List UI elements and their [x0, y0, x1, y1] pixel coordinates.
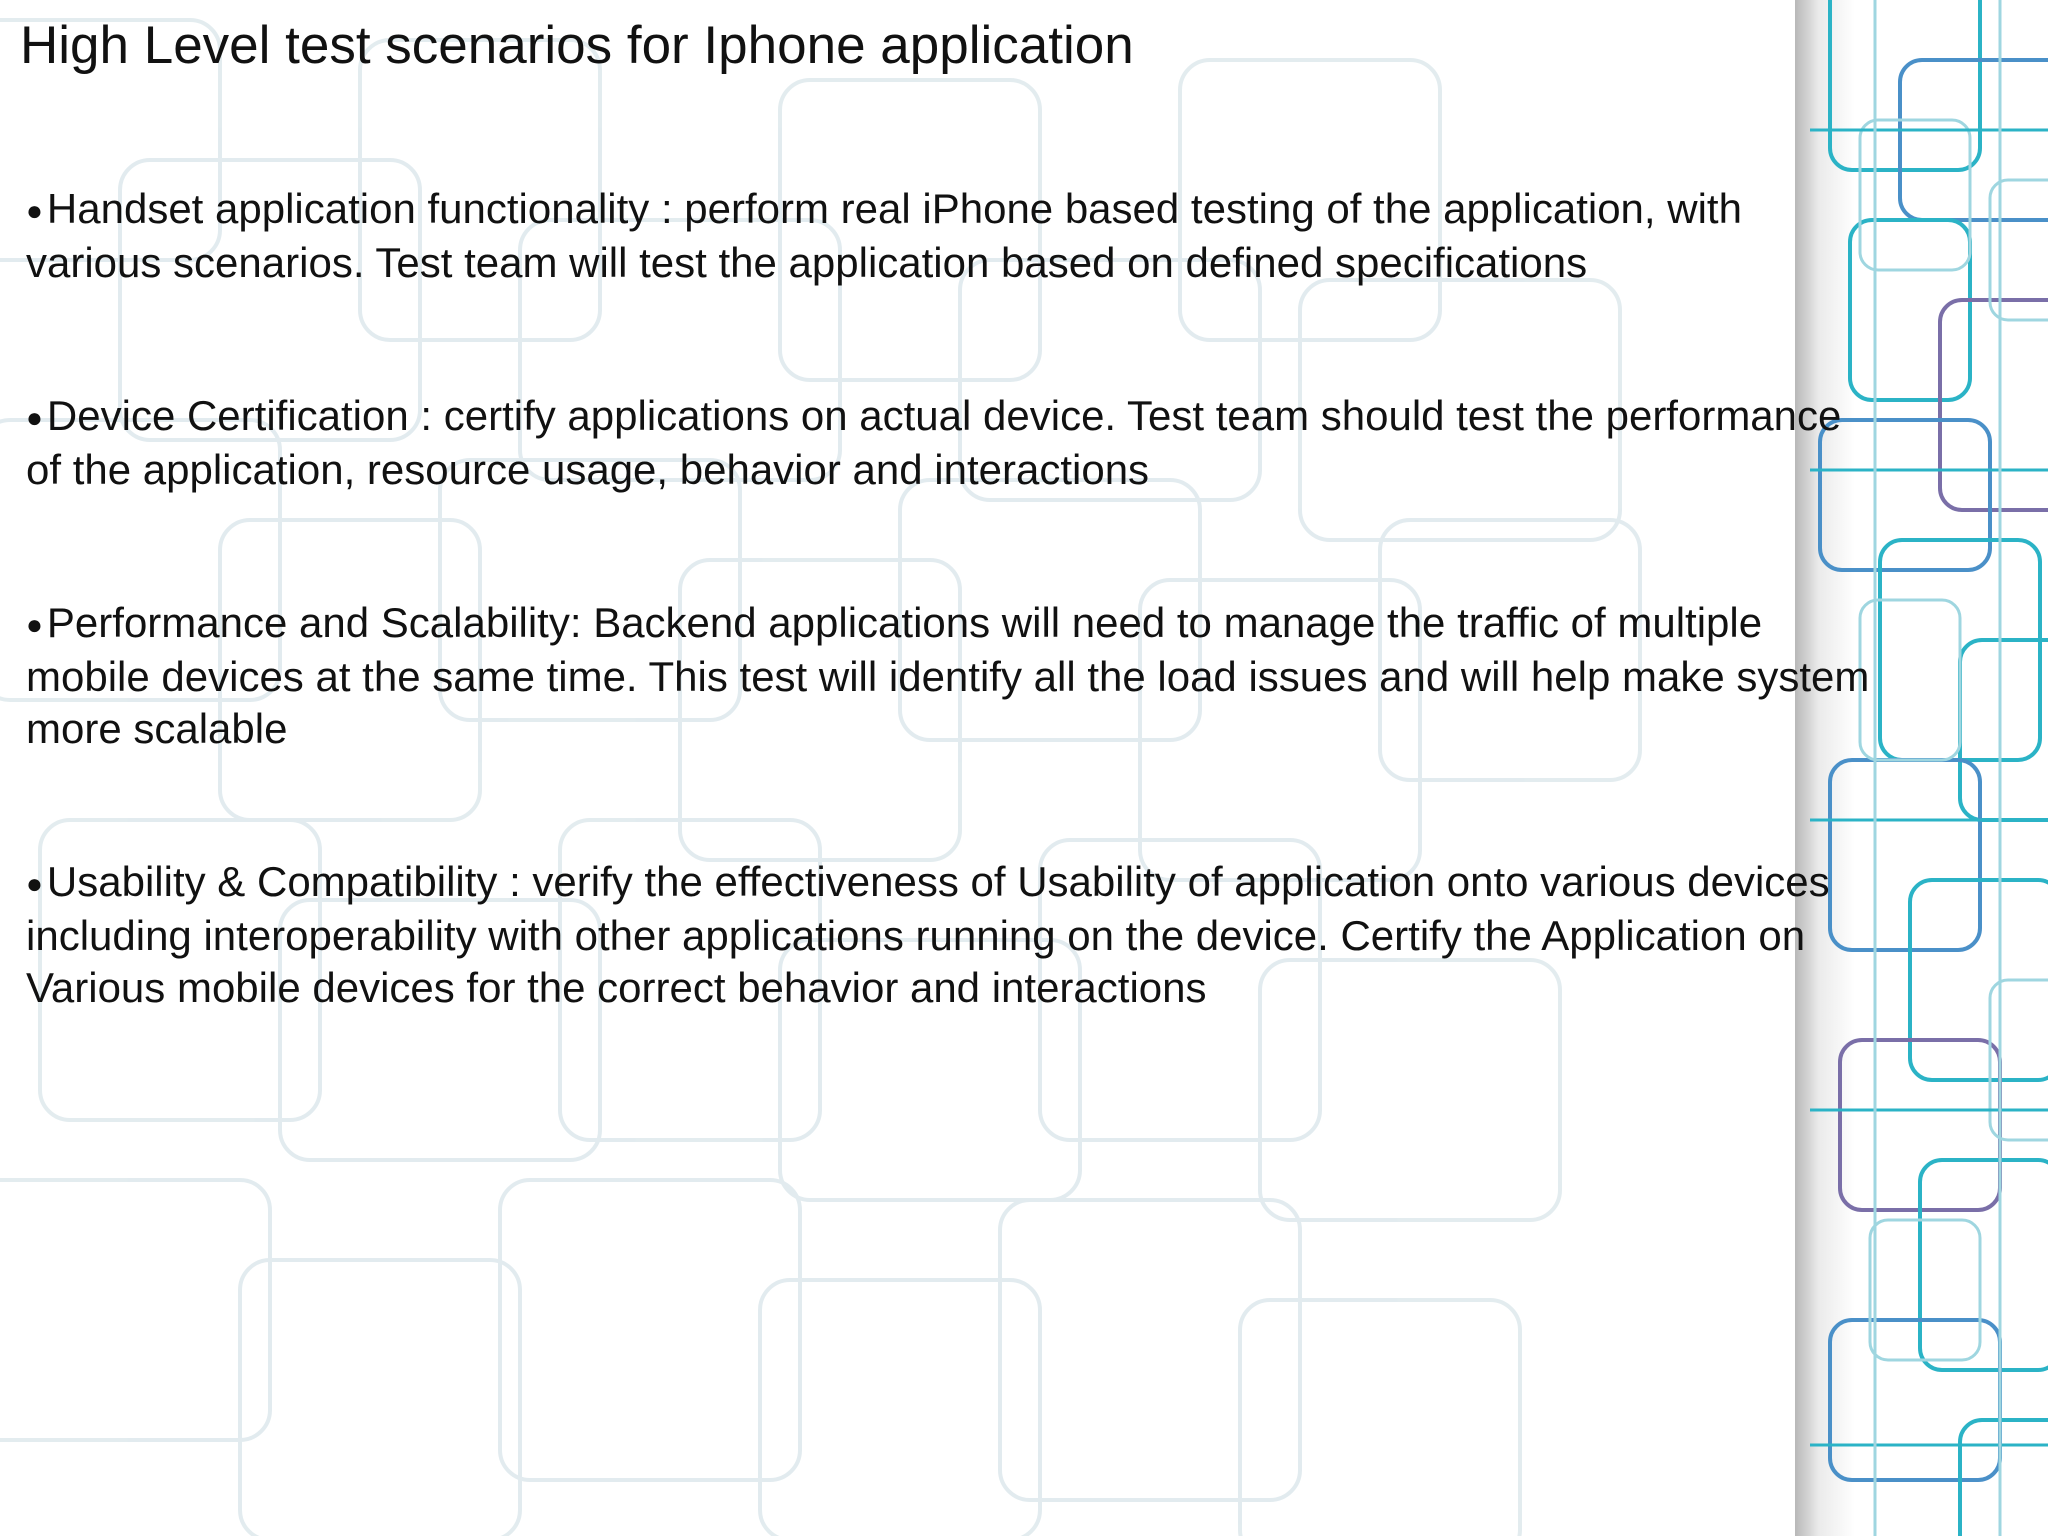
- bullet-performance-scalability: [26, 597, 2048, 755]
- bullet-dot-icon: ●: [26, 402, 43, 433]
- slide-title: High Level test scenarios for Iphone application: [20, 16, 1134, 75]
- bullet-line-2: mobile devices at the same time. This test will identify all the load issues and will help make system: [26, 653, 1870, 700]
- bullet-line-3: more scalable: [26, 705, 288, 752]
- bullet-line-2: various scenarios. Test team will test the application based on defined specifications: [26, 239, 1588, 286]
- bullet-dot-icon: ●: [26, 195, 43, 226]
- bullet-line-1: ●Usability & Compatibility : verify the effectiveness of Usability of application onto various devices: [26, 858, 1830, 905]
- bullet-line-1: ●Device Certification : certify applications on actual device. Test team should test the performance: [26, 392, 1842, 439]
- bullet-handset-functionality: [26, 183, 2048, 289]
- bullet-dot-icon: ●: [26, 609, 43, 640]
- bullet-dot-icon: ●: [26, 868, 43, 899]
- bullet-device-certification: [26, 390, 2048, 496]
- bullet-line-1: ●Handset application functionality : perform real iPhone based testing of the application, with: [26, 185, 1742, 232]
- bullet-line-3: Various mobile devices for the correct behavior and interactions: [26, 964, 1207, 1011]
- bullet-usability-compatibility: [26, 856, 2048, 1014]
- bullet-line-2: including interoperability with other applications running on the device. Certify the Application on: [26, 912, 1806, 959]
- bullet-line-1: ●Performance and Scalability: Backend applications will need to manage the traffic of multiple: [26, 599, 1763, 646]
- bullet-line-2: of the application, resource usage, behavior and interactions: [26, 446, 1150, 493]
